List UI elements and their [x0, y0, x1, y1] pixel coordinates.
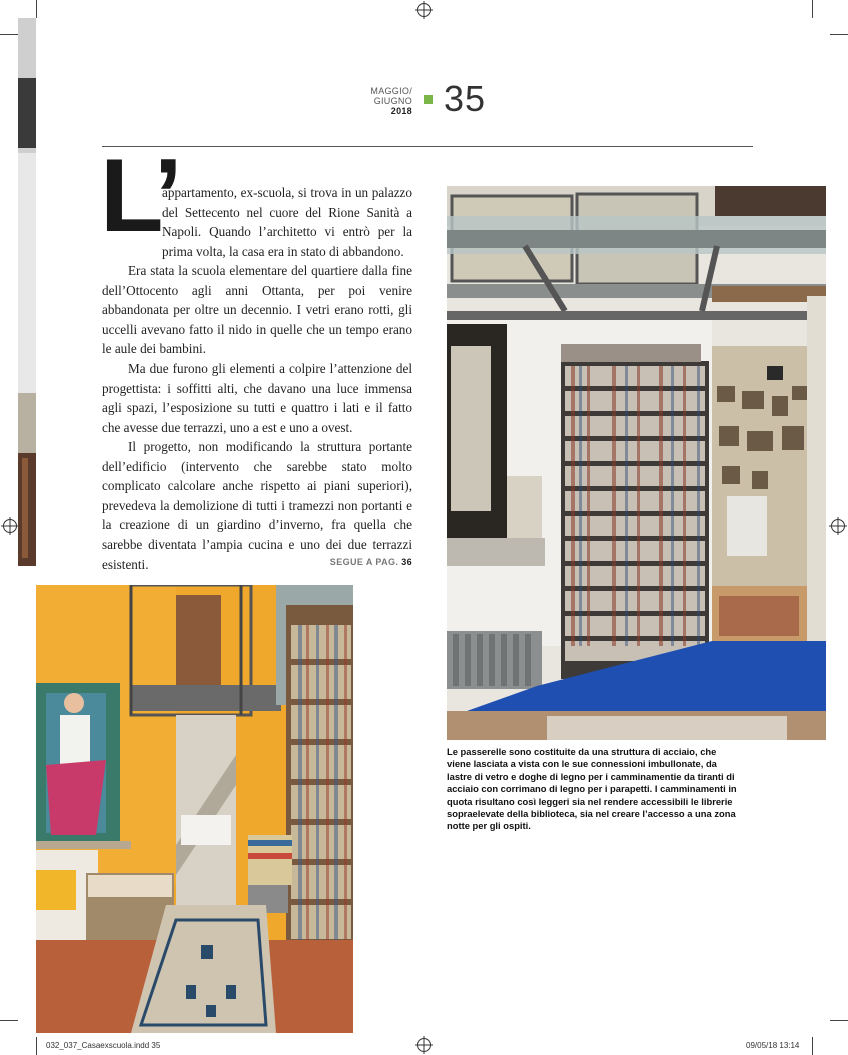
- continued-page: 36: [401, 557, 412, 567]
- crop-mark: [812, 0, 813, 18]
- crop-mark: [36, 0, 37, 18]
- issue-month-2: GIUGNO: [373, 96, 412, 106]
- crop-mark: [830, 1020, 848, 1021]
- crop-mark: [36, 1037, 37, 1055]
- article-paragraph-2: Era stata la scuola elementare del quartiere dalla fine dell’Ottocento agli anni Ottanta, per poi venire abbandonata per oltre un decennio. I vetri erano rotti, gli uccelli avevano fatto il nido in quelle che un tempo erano le aule dei bambini.: [102, 263, 412, 357]
- article-paragraph-4: Il progetto, non modificando la struttura portante dell’edificio (intervento che sarebbe stato molto complicato calcolare anche rispetto ai piani superiori), prevedeva la demolizione di tutti i tramezzi non portanti e la creazione di un giardino d’inverno, fra quella che sarebbe diventata l’ampia cucina e uno dei due terrazzi esistenti.: [102, 439, 412, 572]
- facing-page-bleed: [18, 18, 36, 566]
- yellow-room-photo: [36, 585, 353, 1033]
- registration-mark-right: [831, 519, 845, 533]
- lead-text: appartamento, ex-scuola, si trova in un palazzo del Settecento nel cuore del Rione Sanità a Napoli. Quando l’architetto vi entrò per la prima volta, la casa era in stato di abbandono.: [162, 185, 412, 259]
- issue-date: [362, 86, 412, 116]
- library-photo: [447, 186, 826, 740]
- registration-mark-bottom: [417, 1038, 431, 1052]
- accent-square: [424, 95, 433, 104]
- drop-cap: L’: [100, 138, 179, 254]
- issue-month: MAGGIO/: [370, 86, 412, 96]
- footer-date: 09/05/18 13:14: [746, 1041, 800, 1050]
- header-rule: [102, 146, 753, 147]
- crop-mark: [0, 34, 18, 35]
- article-lead: [102, 183, 412, 261]
- crop-mark: [0, 1020, 18, 1021]
- page-number: 35: [444, 78, 487, 119]
- article-paragraph-3: Ma due furono gli elementi a colpire l’attenzione del progettista: i soffitti alti, che davano una luce immensa agli spazi, l’esposizione su tutti e quattro i lati e il fatto che avesse due terrazzi, uno a est e uno a ovest.: [102, 361, 412, 435]
- continued-label: SEGUE A PAG.: [329, 557, 399, 567]
- photo-caption: Le passerelle sono costituite da una struttura di acciaio, che viene lasciata a vista con le sue connessioni imbullonate, da lastre di vetro e doghe di legno per i camminamentie da tiranti di acciaio con corrimano di legno per i parapetti. I camminamenti in quota risultano così leggeri sia nel rendere accessibili le librerie sopraelevate della biblioteca, sia nel creare l’accesso a una zona notte per gli ospiti.: [447, 746, 737, 832]
- registration-mark-top: [417, 3, 431, 17]
- crop-mark: [830, 34, 848, 35]
- issue-year: 2018: [390, 106, 412, 116]
- registration-mark-left: [3, 519, 17, 533]
- continued-note: [250, 557, 412, 567]
- crop-mark: [812, 1037, 813, 1055]
- footer-file: 032_037_Casaexscuola.indd 35: [46, 1041, 161, 1050]
